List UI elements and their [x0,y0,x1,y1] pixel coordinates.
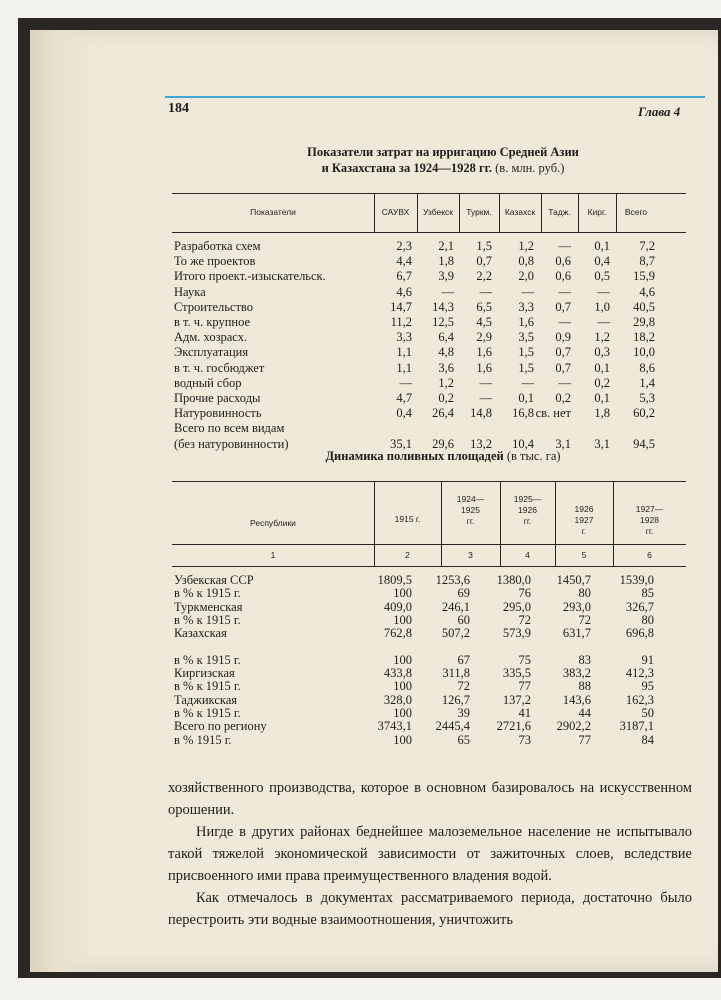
table2-cell: 328,0 [383,692,412,707]
table1-cell: 3,3 [396,330,412,345]
table1-row-label: в т. ч. крупное [174,315,251,329]
table2-cell: 60 [457,612,470,627]
table1-row-label: водный сбор [174,375,242,390]
table2-cell: 91 [641,652,654,667]
table2-row [174,600,694,614]
table2-row [174,573,694,587]
table1-row [174,269,694,283]
table1-cell: 1,1 [396,345,412,360]
table1-cell: 0,4 [594,254,610,269]
paragraph-continued: хозяйственного производства, которое в основном базировалось на искусственном орошении. [168,780,692,818]
table1-row [174,254,694,268]
table1-cell: 15,9 [633,269,655,284]
table2-cell: 3187,1 [619,719,654,734]
table2-row-label: в % к 1915 г. [174,612,241,627]
table1-title-unit: (в. млн. руб.) [495,161,565,175]
table1-row [174,239,694,253]
table1-cell: 0,7 [476,254,492,269]
table1-cell: 0,9 [555,330,571,345]
table1-cell: 4,7 [396,391,412,405]
table2-header-1925-c: гг. [523,516,532,526]
table2-cell: 84 [641,732,654,747]
table2-row [174,640,694,654]
table1-cell: — [558,239,571,253]
table1-cell: 2,9 [476,330,492,345]
paragraph: Нигде в других районах беднейшее малоземельное население не испытывало такой тяжелой экономической зависимости от зажиточных слоев, вследствие присвоенного ими права преимущественного владения водой. [168,824,692,884]
table1-cell: 8,7 [639,254,655,269]
table2-cell: 75 [518,652,531,667]
table1-cell: 2,3 [396,239,412,253]
table2-row-label: в % 1915 г. [174,732,232,747]
table1-cell: 3,6 [438,360,454,375]
table2-row [174,613,694,627]
table1-cell: — [597,284,610,299]
table1-cell: 0,7 [555,299,571,314]
table1-cell: 1,2 [518,239,534,253]
table1-cell: — [441,284,454,299]
table2-number-row-rule [172,566,686,567]
table2-row [174,719,694,733]
table2-header-1915: 1915 г. [394,514,421,524]
table1-cell: 14,8 [470,406,492,421]
table2-header-1924-a: 1924— [456,494,485,504]
table2-row-label: в % к 1915 г. [174,652,241,667]
table2-title-text: Динамика поливных площадей [325,449,504,463]
table2-cell: 433,8 [383,666,412,681]
table1-cell: 0,2 [594,375,610,390]
table1-cell: 60,2 [633,406,655,421]
table2-col-number: 6 [647,550,652,560]
table2-header-1927-a: 1927— [635,504,664,514]
table1-cell: 0,6 [555,254,571,269]
table1-cell: 26,4 [432,406,454,421]
table1-cell: 0,8 [518,254,534,269]
table2-row-label: Киргизская [174,666,235,681]
table2-row-label: Всего по региону [174,719,267,734]
table1-row [174,361,694,375]
table1-cell: 1,2 [438,375,454,390]
table2-cell: 631,7 [562,626,591,641]
table1-cell: — [521,375,534,390]
table1-cell: 3,1 [594,436,610,451]
table1-cell: — [558,375,571,390]
table1-cell: 0,1 [518,391,534,405]
running-head: Глава 4 [638,104,681,119]
table1-cell: 0,7 [555,345,571,360]
table1-row [174,300,694,314]
table2-header-1926-b: 1927 [574,515,594,525]
table1-cell: 1,8 [594,406,610,421]
table1-cell: 1,6 [518,315,534,329]
table2-cell: 293,0 [562,599,591,614]
table1-cell: 0,6 [555,269,571,284]
table2-cell: 67 [457,652,470,667]
table1-cell: 1,5 [518,360,534,375]
table1-cell: 12,5 [432,315,454,329]
table1-row-label: в т. ч. госбюджет [174,360,265,375]
table2-header-rule [172,544,686,545]
table2-cell: 295,0 [502,599,531,614]
table2-col-number: 4 [525,550,530,560]
header-rule [165,96,705,98]
table1-cell: — [597,315,610,329]
table1-cell: 3,5 [518,330,534,345]
table1-cell: 13,2 [470,436,492,451]
table2-title [170,448,716,464]
table2-cell: 39 [457,706,470,720]
table2-cell: 100 [393,706,412,720]
paragraph: Как отмечалось в документах рассматриваемого периода, достаточно было перестроить эти водные взаимоотношения, уничтожить [168,890,692,928]
table1-cell: 4,6 [639,284,655,299]
table2-cell: 73 [518,732,531,747]
table1-row-label: Наука [174,284,206,299]
table1-cell: 1,6 [476,345,492,360]
table2-cell: 100 [393,612,412,627]
table1-header-kazakh: Казахск [504,207,536,217]
table2-cell: 77 [578,732,591,747]
table2-cell: 412,3 [625,666,654,681]
table1-cell: — [521,284,534,299]
table1-cell: 2,0 [518,269,534,284]
table1-row-label: То же проектов [174,254,256,269]
table1-cell: 2,2 [476,269,492,284]
table1-cell: 1,5 [518,345,534,360]
table1-title-text: и Казахстана за 1924—1928 гг. [321,161,493,175]
table2-header-republics: Республики [250,518,296,528]
table2-cell: 72 [578,612,591,627]
table1-row-label: Всего по всем видам [174,421,285,436]
table1-cell: 4,6 [396,284,412,299]
table1-row [174,330,694,344]
table2-cell: 65 [457,732,470,747]
table2-cell: 76 [518,586,531,601]
table2-header-1926-a: 1926 [574,504,594,514]
table1-header-kirg: Кирг. [587,207,607,217]
table1-cell: 2,1 [438,239,454,253]
table2-cell: 72 [518,612,531,627]
table2-cell: 44 [578,706,591,720]
table2-row-label: Таджикская [174,692,238,707]
table1-cell: 29,8 [633,315,655,329]
table2-row [174,706,694,720]
table1-cell: 10,4 [512,436,534,451]
table1-row [174,391,694,405]
table2-row [174,733,694,747]
table1-cell: — [558,284,571,299]
table1-cell: 94,5 [633,436,655,451]
table1-cell: 1,0 [594,299,610,314]
table2-header-1927-c: гг. [645,526,654,536]
table1-cell: 4,4 [396,254,412,269]
table1-cell: 4,5 [476,315,492,329]
table1-row-label: Адм. хозрасх. [174,330,248,345]
table2-cell: 80 [641,612,654,627]
table1-cell: 16,8 [512,406,534,421]
table2-cell: 77 [518,679,531,694]
table2-cell: 143,6 [562,692,591,707]
table2-cell: 41 [518,706,531,720]
table1-header-turkm: Туркм. [466,207,492,217]
table2-cell: 1809,5 [377,573,412,587]
table1-cell: 11,2 [390,315,412,329]
table2-row-label: в % к 1915 г. [174,586,241,601]
table2-cell: 335,5 [502,666,531,681]
table1-cell: — [479,284,492,299]
table1-cell: 1,4 [639,375,655,390]
table2-col-number: 5 [581,550,587,560]
table2-row [174,586,694,600]
table1-cell: св. нет [535,406,571,421]
table2-cell: 573,9 [502,626,531,641]
table1-header-bottom-rule [172,232,686,233]
table2-cell: 1380,0 [496,573,531,587]
table1-cell: 0,1 [594,360,610,375]
table2-cell: 85 [641,586,654,601]
table2-row-label: в % к 1915 г. [174,679,241,694]
table1-cell: 6,4 [438,330,454,345]
table1-title-line2 [170,160,716,176]
table1-header-sauvh: САУВХ [381,207,410,217]
table1-header-tajik: Тадж. [548,207,571,217]
table1-cell: 3,9 [438,269,454,284]
table1-cell: 0,1 [594,391,610,405]
table2-top-rule [172,481,686,482]
table1-row-label: Разработка схем [174,239,261,253]
table1-cell: 35,1 [390,436,412,451]
table1-cell: 0,2 [438,391,454,405]
table2-cell: 69 [457,586,470,601]
table1-row [174,421,694,435]
table1-cell: 29,6 [432,436,454,451]
table2-col-number: 1 [270,550,276,560]
table2-col-number: 2 [405,550,410,560]
table2-cell: 2902,2 [556,719,591,734]
table1-cell: 3,1 [555,436,571,451]
table2-cell: 100 [393,586,412,601]
table1-cell: 0,3 [594,345,610,360]
table1-cell: — [558,315,571,329]
table1-cell: 1,6 [476,360,492,375]
table2-cell: 100 [393,652,412,667]
table1-cell: — [479,391,492,405]
table1-cell: 0,5 [594,269,610,284]
table2-cell: 95 [641,679,654,694]
table1-row [174,406,694,420]
table1-header-total: Всего [624,207,648,217]
table2-row [174,693,694,707]
table2-cell: 2445,4 [435,719,470,734]
table2-header-1927-b: 1928 [640,515,659,525]
table1-cell: 5,3 [639,391,655,405]
table1-cell: 6,7 [396,269,412,284]
page-edge-shadow [30,30,100,972]
table1-row-label: Прочие расходы [174,391,261,405]
table1-title-line1: Показатели затрат на ирригацию Средней Азии [307,145,579,159]
table2-row-label: в % к 1915 г. [174,706,241,720]
table2-row [174,653,694,667]
table1-row [174,376,694,390]
table2-cell: 1450,7 [556,573,591,587]
table1-cell: 1,2 [594,330,610,345]
table1-cell: 1,8 [438,254,454,269]
table2-header-1925-a: 1925— [513,494,542,504]
table2-cell: 1253,6 [435,573,470,587]
table1-cell: 14,3 [432,299,454,314]
table2-cell: 83 [578,652,591,667]
table1-row [174,345,694,359]
table1-cell: 3,3 [518,299,534,314]
table2-row [174,679,694,693]
table1-cell: 0,1 [594,239,610,253]
table2-cell: 3743,1 [377,719,412,734]
table1-row-label: Натуровинность [174,406,262,421]
table1-row-label: Итого проект.-изыскательск. [174,269,326,284]
table2-cell: 2721,6 [496,719,531,734]
table1-row-label: Строительство [174,299,254,314]
table1-top-rule [172,193,686,194]
table2-cell: 72 [457,679,470,694]
table2-cell: 762,8 [383,626,412,641]
table2-header-1926-c: г. [581,526,587,536]
table1-cell: 0,4 [396,406,412,421]
table1-cell: 7,2 [639,239,655,253]
table2-row [174,626,694,640]
body-text [168,777,692,931]
table1-cell: 40,5 [633,299,655,314]
table2-cell: 246,1 [441,599,470,614]
table2-cell: 383,2 [562,666,591,681]
table2-cell: 137,2 [502,692,531,707]
table1-cell: 18,2 [633,330,655,345]
table2-cell: 50 [641,706,654,720]
table2-header-1924-b: 1925 [461,505,480,515]
table2-cell: 311,8 [442,666,470,681]
table1-row-label: (без натуровинности) [174,436,289,451]
table2-cell: 326,7 [625,599,654,614]
table1-cell: 0,7 [555,360,571,375]
table2-cell: 88 [578,679,591,694]
table2-header-1925-b: 1926 [518,505,537,515]
table2-cell: 100 [393,732,412,747]
table1-cell: 14,7 [390,299,412,314]
table2-cell: 80 [578,586,591,601]
table1-cell: 10,0 [633,345,655,360]
table1-cell: 8,6 [639,360,655,375]
table2-cell: 409,0 [383,599,412,614]
table1-cell: 4,8 [438,345,454,360]
page-number: 184 [168,101,189,116]
table2-row-label: Узбекская ССР [174,573,254,587]
table2-cell: 696,8 [625,626,654,641]
table2-cell: 162,3 [625,692,654,707]
table2-title-unit: (в тыс. га) [506,449,561,463]
table1-cell: — [399,375,412,390]
table2-cell: 126,7 [441,692,470,707]
table1-cell: 0,2 [555,391,571,405]
table1-row [174,315,694,329]
table2-cell: 1539,0 [619,573,654,587]
table1-cell: 1,1 [396,360,412,375]
table2-row-label: Казахская [174,626,227,641]
table2-cell: 507,2 [441,626,470,641]
table1-cell: — [479,375,492,390]
table1-row-label: Эксплуатация [174,345,249,360]
table2-row [174,666,694,680]
table1-cell: 6,5 [476,299,492,314]
table1-row [174,285,694,299]
table2-cell: 100 [393,679,412,694]
table1-header-indicators: Показатели [250,207,296,217]
table2-row-label: Туркменская [174,599,243,614]
table2-col-number: 3 [468,550,473,560]
table1-header-uzbek: Узбекск [422,207,453,217]
table1-cell: 1,5 [476,239,492,253]
table2-header-1924-c: гг. [466,516,475,526]
